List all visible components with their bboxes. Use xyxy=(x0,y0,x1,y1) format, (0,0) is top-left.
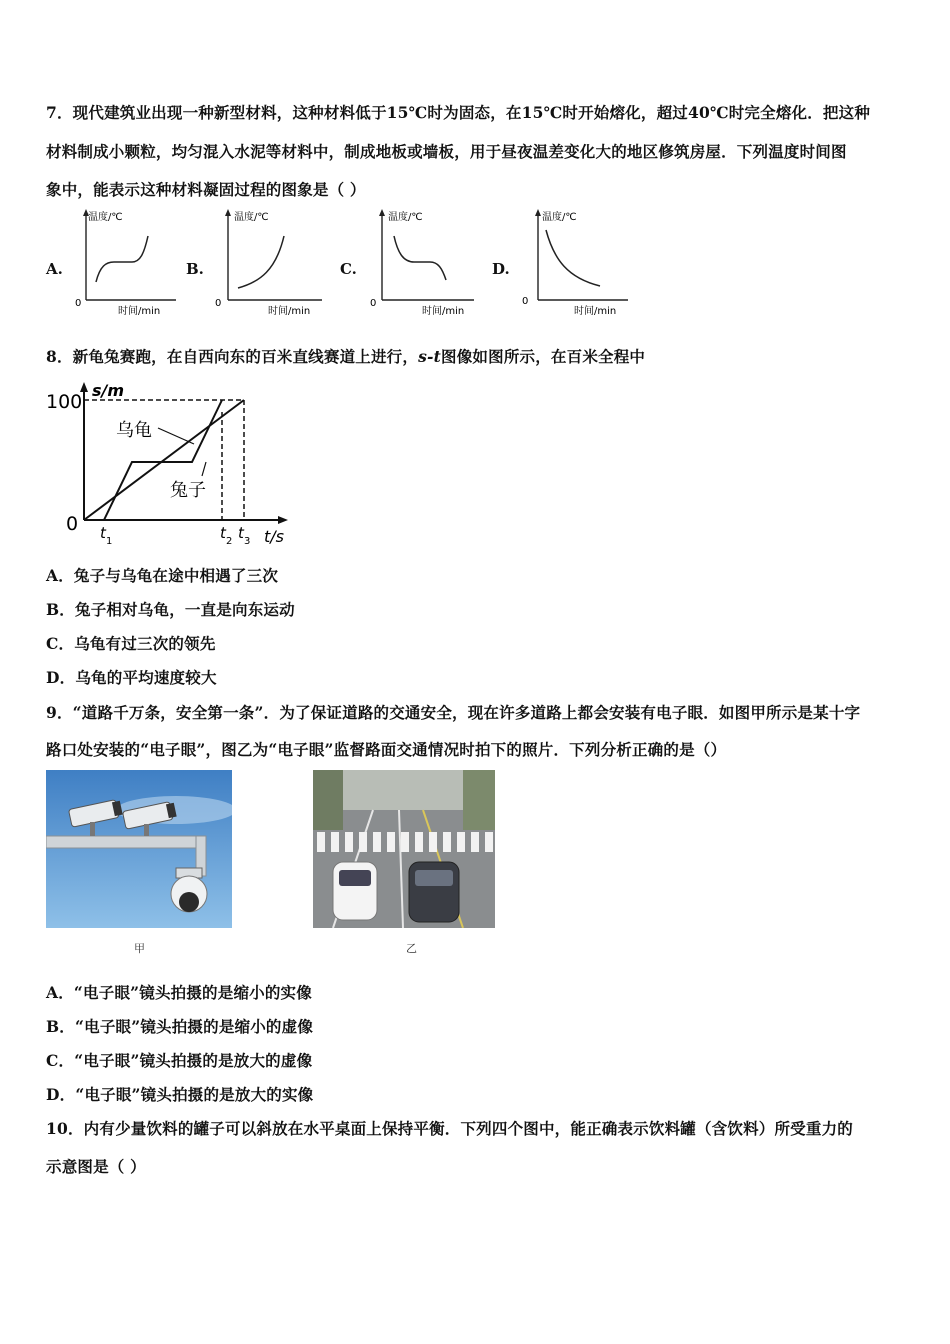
graph-ylabel: 温度/℃ xyxy=(542,212,577,223)
q10-stem-line2: 示意图是（ ） xyxy=(46,1157,146,1176)
q9-option-c[interactable]: C．“电子眼”镜头拍摄的是放大的虚像 xyxy=(46,1051,313,1070)
graph-xlabel: 时间/min xyxy=(118,306,161,317)
q8-option-d[interactable]: D．乌龟的平均速度较大 xyxy=(46,668,217,687)
q9-option-a[interactable]: A．“电子眼”镜头拍摄的是缩小的实像 xyxy=(46,983,312,1002)
q7-graph-c xyxy=(366,206,480,318)
q9-option-b[interactable]: B．“电子眼”镜头拍摄的是缩小的虚像 xyxy=(46,1017,314,1036)
q7-option-d-label[interactable]: D. xyxy=(492,260,510,278)
q7-option-a-label[interactable]: A. xyxy=(46,260,63,278)
curve-b xyxy=(238,236,284,288)
q8-stem-suffix: 图像如图所示，在百米全程中 xyxy=(441,347,646,366)
q7-stem-line1: 7．现代建筑业出现一种新型材料，这种材料低于15℃时为固态，在15℃时开始熔化，超过40℃时完全熔化．把这种 xyxy=(46,103,871,122)
y-axis-label: s/m xyxy=(92,381,125,400)
graph-origin: 0 xyxy=(75,298,82,309)
q8-stem-prefix: 8．新龟兔赛跑，在自西向东的百米直线赛道上进行， xyxy=(46,347,419,366)
graph-xlabel: 时间/min xyxy=(268,306,311,317)
rabbit-label: 兔子 xyxy=(170,480,206,501)
q10-stem-line1: 10．内有少量饮料的罐子可以斜放在水平桌面上保持平衡．下列四个图中，能正确表示饮料罐（含饮料）所受重力的 xyxy=(46,1119,853,1138)
q7-graph-a xyxy=(70,206,180,318)
q7-graph-d xyxy=(518,206,634,318)
q8-option-a[interactable]: A．兔子与乌龟在途中相遇了三次 xyxy=(46,566,279,585)
t3-sub: 3 xyxy=(244,536,251,547)
q8-option-c[interactable]: C．乌龟有过三次的领先 xyxy=(46,634,216,653)
curve-d xyxy=(546,230,600,286)
curve-c xyxy=(394,236,446,280)
q8-st-graph xyxy=(44,378,294,554)
graph-origin: 0 xyxy=(522,296,529,307)
graph-xlabel: 时间/min xyxy=(422,306,465,317)
graph-ylabel: 温度/℃ xyxy=(388,212,423,223)
t1-label: t xyxy=(100,524,106,542)
q8-stem xyxy=(46,345,645,367)
t3-label: t xyxy=(238,524,244,542)
q7-stem-line2: 材料制成小颗粒，均匀混入水泥等材料中，制成地板或墙板，用于昼夜温差变化大的地区修筑房屋．下列温度时间图 xyxy=(46,142,847,161)
q9-option-d[interactable]: D．“电子眼”镜头拍摄的是放大的实像 xyxy=(46,1085,314,1104)
y-max-label: 100 xyxy=(46,391,83,413)
camera-photo xyxy=(46,770,232,928)
curve-a xyxy=(96,236,148,282)
road-photo xyxy=(313,770,495,928)
graph-origin: 0 xyxy=(215,298,222,309)
q7-stem-line3: 象中，能表示这种材料凝固过程的图象是（ ） xyxy=(46,180,366,199)
graph-xlabel: 时间/min xyxy=(574,306,617,317)
t2-sub: 2 xyxy=(226,536,233,547)
q9-stem-line1: 9．“道路千万条，安全第一条”．为了保证道路的交通安全，现在许多道路上都会安装有电子眼．如图甲所示是某十字 xyxy=(46,703,861,722)
graph-ylabel: 温度/℃ xyxy=(234,212,269,223)
graph-ylabel: 温度/℃ xyxy=(88,212,123,223)
q9-stem-line2: 路口处安装的“电子眼”，图乙为“电子眼”监督路面交通情况时拍下的照片．下列分析正确的是（） xyxy=(46,740,727,759)
t2-label: t xyxy=(220,524,226,542)
turtle-line xyxy=(84,400,244,520)
q7-option-b-label[interactable]: B. xyxy=(186,260,204,278)
q7-option-c-label[interactable]: C. xyxy=(340,260,357,278)
q7-graph-b xyxy=(212,206,328,318)
q8-option-b[interactable]: B．兔子相对乌龟，一直是向东运动 xyxy=(46,600,295,619)
graph-origin: 0 xyxy=(370,298,377,309)
x-axis-label: t/s xyxy=(264,527,284,546)
turtle-label: 乌龟 xyxy=(116,420,152,441)
q8-stem-st: s-t xyxy=(418,347,442,366)
caption-a: 甲 xyxy=(134,942,145,955)
t1-sub: 1 xyxy=(106,536,113,547)
origin-label: 0 xyxy=(66,513,79,535)
caption-b: 乙 xyxy=(406,942,417,955)
